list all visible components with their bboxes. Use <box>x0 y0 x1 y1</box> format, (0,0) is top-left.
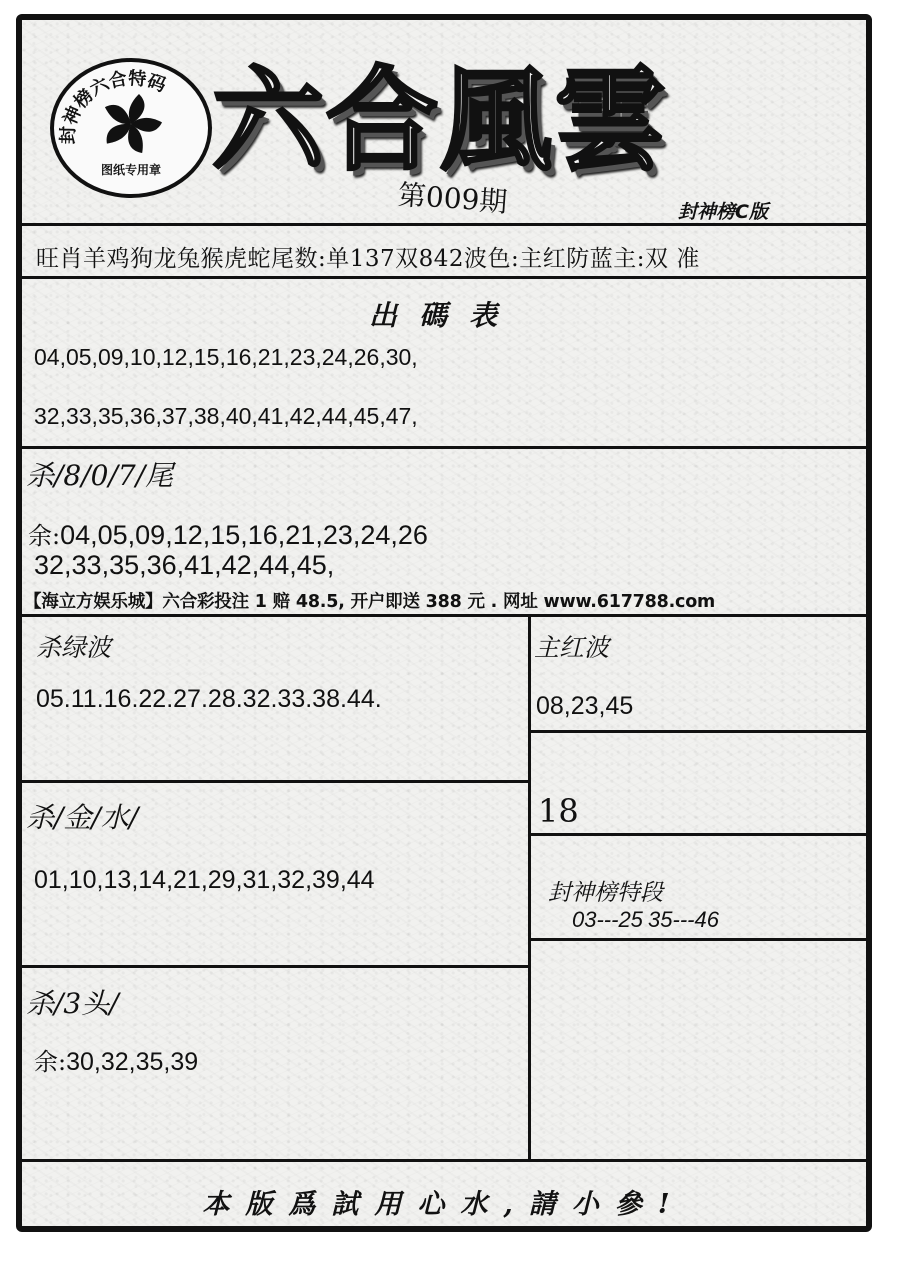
kill-green-numbers: 05.11.16.22.27.28.32.33.38.44. <box>36 685 382 713</box>
kill-head-label: 杀/3头/ <box>26 987 119 1020</box>
footer-note: 本版爲試用心水,請小參! <box>202 1189 686 1220</box>
divider <box>22 965 531 968</box>
kill-head-numbers: 30,32,35,39 <box>66 1048 199 1076</box>
divider <box>22 780 531 783</box>
number-table-title: 出碼表 <box>368 299 519 332</box>
main-red-label: 主红波 <box>534 633 610 662</box>
issue-number: 第009期 <box>396 178 509 219</box>
document-sheet <box>16 14 872 1232</box>
svg-text:封神榜六合特码: 封神榜六合特码 <box>57 68 169 145</box>
kill-green-label: 杀绿波 <box>36 633 112 662</box>
remain-prefix: 余: <box>34 1048 67 1076</box>
divider <box>22 223 866 226</box>
zodiac-line: 旺肖羊鸡狗龙兔猴虎蛇尾数:单137双842波色:主红防蓝主:双 准 <box>36 246 700 272</box>
kill-tail-label: 杀/8/0/7/尾 <box>26 459 174 492</box>
edition-label: 封神榜C版 <box>678 201 768 223</box>
number-table-row-2: 32,33,35,36,37,38,40,41,42,44,45,47, <box>34 403 418 429</box>
divider <box>22 446 866 449</box>
single-number: 18 <box>538 792 579 830</box>
kill-head-remain <box>34 1042 198 1077</box>
number-table-row-1: 04,05,09,10,12,15,16,21,23,24,26,30, <box>34 344 418 370</box>
ad-bar: 【海立方娱乐城】六合彩投注 1 赔 48.5, 开户即送 388 元 . 网址 www.617788.com <box>24 592 716 612</box>
divider <box>528 938 866 941</box>
kill-tail-row-2: 32,33,35,36,41,42,44,45, <box>34 550 335 580</box>
special-segment-ranges <box>572 907 719 933</box>
special-segment-label: 封神榜特段 <box>548 880 663 906</box>
kill-elements-numbers: 01,10,13,14,21,29,31,32,39,44 <box>34 866 375 894</box>
logo-title: 六合風雲 <box>212 55 668 186</box>
main-red-numbers: 08,23,45 <box>536 692 634 720</box>
divider <box>22 1159 866 1162</box>
divider <box>528 833 866 836</box>
column-divider <box>528 614 531 1159</box>
special-range-1: 03---25 <box>572 907 643 932</box>
divider <box>22 276 866 279</box>
kill-tail-row-1: 04,05,09,12,15,16,21,23,24,26 <box>60 520 428 550</box>
seal-stamp <box>50 58 212 198</box>
special-range-2: 35---46 <box>648 907 719 932</box>
kill-elements-label: 杀/金/水/ <box>26 801 139 834</box>
divider <box>22 614 866 617</box>
bauhinia-flower-icon <box>102 94 164 156</box>
divider <box>528 730 866 733</box>
kill-tail-remain <box>28 516 428 551</box>
remain-prefix: 余: <box>28 522 61 550</box>
seal-stamp-label: 图纸专用章 <box>100 163 161 177</box>
